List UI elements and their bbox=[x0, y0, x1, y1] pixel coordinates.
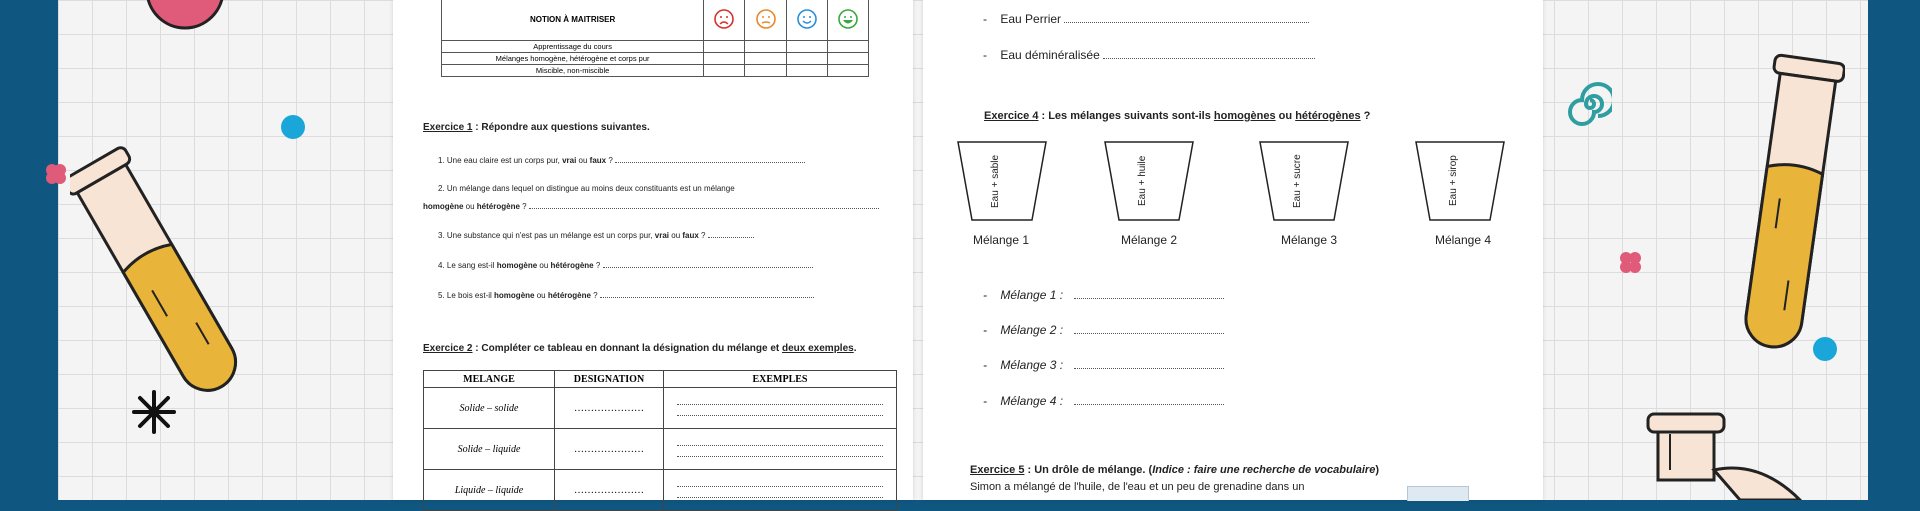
beaker-label: Eau + sable bbox=[990, 154, 1001, 208]
answer-line[interactable] bbox=[1064, 14, 1309, 23]
beaker-label: Eau + huile bbox=[1137, 155, 1148, 207]
happy-face-icon bbox=[827, 0, 868, 40]
beaker-2 bbox=[1103, 140, 1195, 222]
worksheet-page-right bbox=[923, 0, 1543, 500]
ex1-question-3: 3. Une substance qui n'est pas un mélange est un corps pur, vrai ou faux ? bbox=[438, 229, 754, 240]
answer-line[interactable] bbox=[1074, 360, 1224, 369]
pink-flower-decoration bbox=[44, 162, 68, 186]
melange-label-4: Mélange 4 bbox=[1434, 233, 1492, 247]
beaker-3 bbox=[1258, 140, 1350, 222]
sad-face-icon bbox=[704, 0, 745, 40]
melange-label-3: Mélange 3 bbox=[1280, 233, 1338, 247]
container-illustration bbox=[1407, 486, 1469, 501]
test-tube-right-icon bbox=[1735, 50, 1845, 360]
smile-face-icon bbox=[786, 0, 827, 40]
melange-type: Solide – solide bbox=[424, 388, 555, 429]
rating-cell[interactable] bbox=[704, 40, 745, 52]
melange-label-1: Mélange 1 bbox=[972, 233, 1030, 247]
rating-cell[interactable] bbox=[745, 64, 786, 76]
answer-line[interactable] bbox=[1074, 325, 1224, 334]
rating-cell[interactable] bbox=[745, 40, 786, 52]
answer-line[interactable] bbox=[600, 289, 814, 298]
answer-line[interactable] bbox=[529, 200, 879, 209]
answer-line[interactable] bbox=[1074, 396, 1224, 405]
beaker-label: Eau + sucre bbox=[1292, 154, 1303, 208]
ex1-question-2-line2: homogène ou hétérogène ? bbox=[423, 200, 879, 211]
ex1-question-1: 1. Une eau claire est un corps pur, vrai ou faux ? bbox=[438, 154, 805, 165]
rating-cell[interactable] bbox=[786, 52, 827, 64]
rating-cell[interactable] bbox=[745, 52, 786, 64]
notion-row: Miscible, non-miscible bbox=[442, 64, 704, 76]
cyan-dot-decoration bbox=[280, 114, 306, 140]
melange-label-2: Mélange 2 bbox=[1120, 233, 1178, 247]
ex1-question-2-line1: 2. Un mélange dans lequel on distingue au moins deux constituants est un mélange bbox=[438, 184, 735, 193]
teal-spiral-decoration bbox=[1568, 82, 1612, 126]
ex5-heading: Exercice 5 : Un drôle de mélange. (Indice : faire une recherche de vocabulaire) bbox=[970, 464, 1380, 476]
answer-line[interactable] bbox=[1074, 290, 1224, 299]
answer-melange-3: - Mélange 3 : bbox=[983, 358, 1224, 372]
ex2-heading: Exercice 2 : Compléter ce tableau en donnant la désignation du mélange et deux exemples. bbox=[423, 343, 857, 354]
answer-melange-1: - Mélange 1 : bbox=[983, 288, 1224, 302]
ex1-question-5: 5. Le bois est-il homogène ou hétérogène ? bbox=[438, 289, 814, 300]
worksheet-page-left bbox=[393, 0, 913, 500]
designation-cell[interactable]: ………………… bbox=[555, 429, 664, 470]
exemples-cell[interactable] bbox=[664, 470, 897, 511]
flask-bottom-right-icon bbox=[1640, 400, 1820, 500]
melange-type: Solide – liquide bbox=[424, 429, 555, 470]
beaker-label: Eau + sirop bbox=[1448, 155, 1459, 207]
ex4-heading: Exercice 4 : Les mélanges suivants sont-ils homogènes ou hétérogènes ? bbox=[984, 110, 1371, 122]
water-item-1: - Eau Perrier bbox=[983, 12, 1309, 26]
rating-cell[interactable] bbox=[704, 52, 745, 64]
unsure-face-icon bbox=[745, 0, 786, 40]
notion-header: NOTION À MAITRISER bbox=[442, 0, 704, 40]
pink-flower-right-decoration bbox=[1618, 250, 1644, 276]
rating-cell[interactable] bbox=[786, 64, 827, 76]
ex5-text: Simon a mélangé de l'huile, de l'eau et un peu de grenadine dans un bbox=[970, 481, 1305, 493]
answer-line[interactable] bbox=[1103, 50, 1315, 59]
table-row bbox=[424, 429, 897, 470]
col-header-exemples: EXEMPLES bbox=[664, 371, 897, 388]
notion-row: Mélanges homogène, hétérogène et corps pur bbox=[442, 52, 704, 64]
notion-table bbox=[441, 0, 869, 77]
answer-melange-2: - Mélange 2 : bbox=[983, 323, 1224, 337]
test-tube-left-icon bbox=[70, 125, 250, 435]
water-item-2: - Eau déminéralisée bbox=[983, 48, 1315, 62]
rating-cell[interactable] bbox=[827, 64, 868, 76]
answer-line[interactable] bbox=[615, 154, 805, 163]
rating-cell[interactable] bbox=[827, 52, 868, 64]
table-row bbox=[424, 470, 897, 511]
col-header-designation: DESIGNATION bbox=[555, 371, 664, 388]
answer-melange-4: - Mélange 4 : bbox=[983, 394, 1224, 408]
exemples-cell[interactable] bbox=[664, 429, 897, 470]
notion-row: Apprentissage du cours bbox=[442, 40, 704, 52]
asterisk-decoration bbox=[132, 390, 176, 434]
melange-table bbox=[423, 370, 897, 511]
answer-line[interactable] bbox=[603, 259, 813, 268]
ex1-heading: Exercice 1 : Répondre aux questions suivantes. bbox=[423, 122, 650, 133]
col-header-melange: MELANGE bbox=[424, 371, 555, 388]
rating-cell[interactable] bbox=[827, 40, 868, 52]
answer-line[interactable] bbox=[708, 229, 754, 238]
rating-cell[interactable] bbox=[704, 64, 745, 76]
table-row bbox=[424, 388, 897, 429]
melange-type: Liquide – liquide bbox=[424, 470, 555, 511]
pink-circle-decoration bbox=[130, 0, 240, 30]
designation-cell[interactable]: ………………… bbox=[555, 470, 664, 511]
rating-cell[interactable] bbox=[786, 40, 827, 52]
exemples-cell[interactable] bbox=[664, 388, 897, 429]
beaker-1 bbox=[956, 140, 1048, 222]
designation-cell[interactable]: ………………… bbox=[555, 388, 664, 429]
ex1-question-4: 4. Le sang est-il homogène ou hétérogène ? bbox=[438, 259, 813, 270]
beaker-4 bbox=[1414, 140, 1506, 222]
